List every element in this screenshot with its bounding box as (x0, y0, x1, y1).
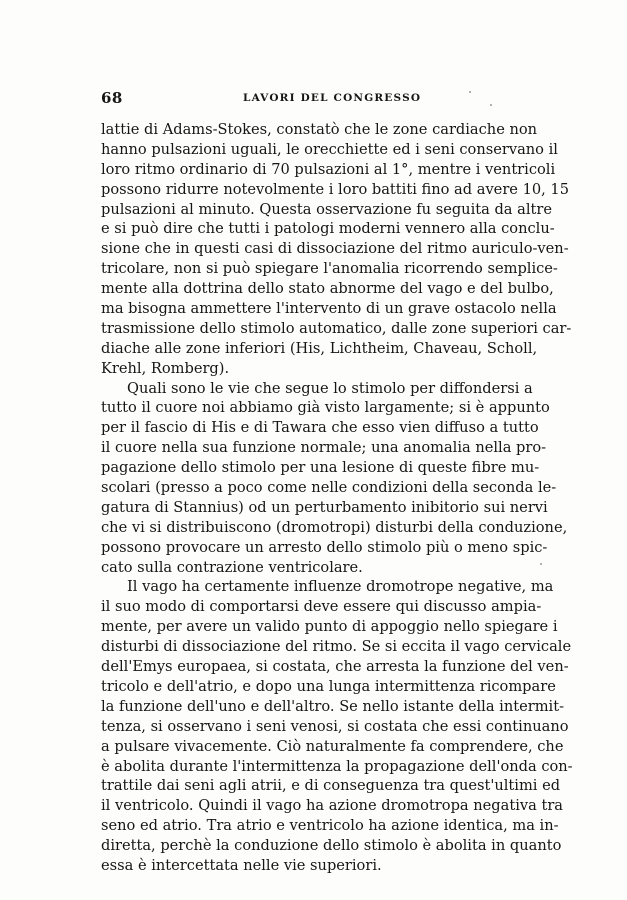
paragraph (101, 120, 572, 379)
print-speck (490, 104, 492, 106)
text-line: pulsazioni al minuto. Questa osservazione fu seguita da altre (101, 200, 552, 218)
text-line: mente alla dottrina dello stato abnorme del vago e del bulbo, (101, 280, 554, 298)
text-line: il cuore nella sua funzione normale; una anomalia nella pro- (101, 439, 547, 457)
text-line: lattie di Adams-Stokes, constatò che le zone cardiache non (101, 121, 538, 138)
text-line: Quali sono le vie che segue lo stimolo per diffondersi a (127, 379, 533, 397)
text-line: diretta, perchè la conduzione dello stimolo è abolita in quanto (101, 837, 562, 855)
running-title: LAVORI DEL CONGRESSO (243, 92, 422, 104)
text-line: la funzione dell'uno e dell'altro. Se nello istante della intermit- (101, 697, 565, 715)
text-line: e si può dire che tutti i patologi moderni vennero alla conclu- (101, 220, 555, 238)
text-line: per il fascio di His e di Tawara che esso vien diffuso a tutto (101, 419, 539, 437)
text-line: il ventricolo. Quindi il vago ha azione dromotropa negativa tra (101, 797, 563, 815)
text-line: tricolo e dell'atrio, e dopo una lunga intermittenza ricompare (101, 677, 556, 695)
text-line: sione che in questi casi di dissociazione del ritmo auriculo-ven- (101, 240, 569, 258)
text-line: loro ritmo ordinario di 70 pulsazioni al 1°, mentre i ventricoli (101, 160, 556, 178)
text-line: è abolita durante l'intermittenza la propagazione dell'onda con- (101, 757, 573, 775)
text-line: che vi si distribuiscono (dromotropi) disturbi della conduzione, (101, 518, 568, 536)
text-line: Il vago ha certamente influenze dromotrope negative, ma (127, 578, 554, 596)
page-header (101, 89, 519, 109)
text-line: il suo modo di comportarsi deve essere qui discusso ampia- (101, 598, 542, 616)
text-line: cato sulla contrazione ventricolare. (101, 558, 363, 576)
page-number: 68 (101, 89, 123, 107)
text-line: seno ed atrio. Tra atrio e ventricolo ha azione identica, ma in- (101, 817, 559, 835)
text-line: trasmissione dello stimolo automatico, dalle zone superiori car- (101, 319, 572, 337)
print-speck (469, 91, 471, 93)
text-line: possono provocare un arresto dello stimolo più o meno spic- (101, 538, 548, 556)
print-speck (540, 563, 542, 565)
text-line: hanno pulsazioni uguali, le orecchiette ed i seni conservano il (101, 140, 558, 158)
text-line: essa è intercettata nelle vie superiori. (101, 856, 382, 874)
text-line: tricolare, non si può spiegare l'anomalia ricorrendo semplice- (101, 260, 558, 278)
text-line: mente, per avere un valido punto di appoggio nello spiegare i (101, 618, 558, 636)
text-line: tutto il cuore noi abbiamo già visto largamente; si è appunto (101, 399, 550, 417)
text-line: pagazione dello stimolo per una lesione di queste fibre mu- (101, 459, 540, 477)
body-text (101, 120, 573, 876)
text-line: Krehl, Romberg). (101, 359, 230, 377)
text-line: disturbi di dissociazione del ritmo. Se si eccita il vago cervicale (101, 638, 572, 656)
text-line: diache alle zone inferiori (His, Lichtheim, Chaveau, Scholl, (101, 339, 538, 357)
paragraph (101, 379, 568, 578)
text-line: gatura di Stannius) od un perturbamento inibitorio sui nervi (101, 498, 548, 516)
text-line: tenza, si osservano i seni venosi, si costata che essi continuano (101, 717, 569, 735)
text-line: trattile dai seni agli atrii, e di conseguenza tra quest'ultimi ed (101, 777, 561, 795)
text-line: possono ridurre notevolmente i loro battiti fino ad avere 10, 15 (101, 180, 569, 198)
text-line: dell'Emys europaea, si costata, che arresta la funzione del ven- (101, 658, 569, 676)
paragraph (101, 577, 573, 875)
text-line: a pulsare vivacemente. Ciò naturalmente fa comprendere, che (101, 737, 564, 755)
text-line: scolari (presso a poco come nelle condizioni della seconda le- (101, 479, 557, 497)
text-line: ma bisogna ammettere l'intervento di un grave ostacolo nella (101, 300, 557, 318)
